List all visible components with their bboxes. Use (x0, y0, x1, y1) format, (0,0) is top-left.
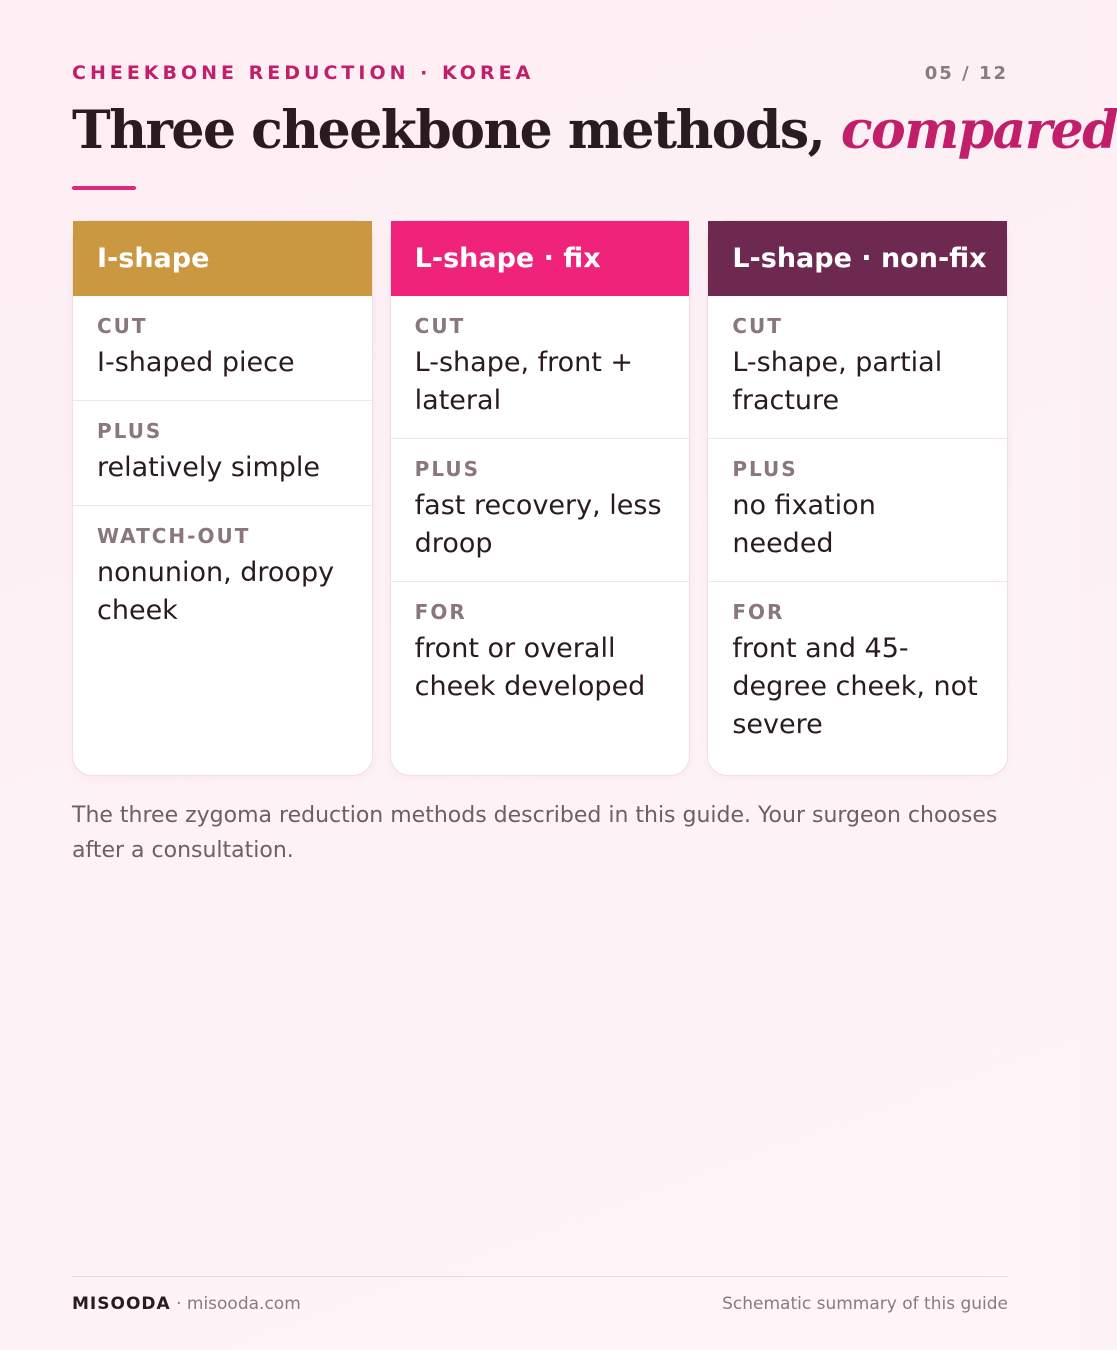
row-value: relatively simple (97, 452, 321, 483)
card-l-shape-fix (390, 220, 691, 776)
row-value: nonunion, droopy cheek (97, 557, 335, 626)
comparison-cards (72, 220, 1008, 776)
row-value: I-shaped piece (97, 347, 295, 378)
row-label: WATCH-OUT (97, 524, 251, 548)
card-header: I-shape (73, 221, 372, 296)
row-label: PLUS (414, 457, 481, 481)
row-label: FOR (732, 600, 785, 624)
card-row-plus (391, 439, 690, 582)
card-i-shape (72, 220, 373, 776)
card-row-cut (708, 296, 1007, 439)
row-value: L-shape, partial fracture (732, 347, 943, 416)
row-label: CUT (97, 314, 148, 338)
card-header: L-shape · non-fix (708, 221, 1007, 296)
row-label: PLUS (732, 457, 798, 481)
title-accent: compared (840, 100, 1117, 161)
card-row-for (708, 582, 1007, 762)
caption: The three zygoma reduction methods described in this guide. Your surgeon chooses after a consultation. (72, 803, 998, 863)
footer (72, 1294, 1008, 1314)
title-main: Three cheekbone methods, (72, 100, 841, 161)
row-label: PLUS (97, 419, 163, 443)
footer-divider (72, 1276, 1008, 1277)
row-value: L-shape, front + lateral (414, 347, 634, 416)
brand-name: MISOODA (72, 1294, 171, 1314)
card-row-watch-out (73, 506, 372, 648)
page-indicator: 05 / 12 (924, 62, 1008, 84)
row-label: CUT (414, 314, 466, 338)
footer-brand-line (72, 1294, 301, 1314)
title-underline (72, 186, 136, 190)
row-value: front and 45-degree cheek, not severe (732, 633, 978, 740)
footer-note: Schematic summary of this guide (722, 1294, 1008, 1314)
top-bar (72, 62, 1008, 84)
card-row-cut (73, 296, 372, 401)
card-header: L-shape · fix (391, 221, 690, 296)
row-label: FOR (414, 600, 467, 624)
row-value: fast recovery, less droop (414, 490, 662, 559)
card-l-shape-non-fix (707, 220, 1008, 776)
card-row-plus (708, 439, 1007, 582)
row-value: front or overall cheek developed (414, 633, 646, 702)
card-row-for (391, 582, 690, 724)
section-kicker: CHEEKBONE REDUCTION · KOREA (72, 62, 535, 84)
row-value: no fixation needed (732, 490, 876, 559)
page-title (72, 100, 1117, 161)
card-row-plus (73, 401, 372, 506)
card-row-cut (391, 296, 690, 439)
row-label: CUT (732, 314, 783, 338)
brand-site: misooda.com (186, 1294, 301, 1314)
brand-separator: · (170, 1294, 187, 1314)
